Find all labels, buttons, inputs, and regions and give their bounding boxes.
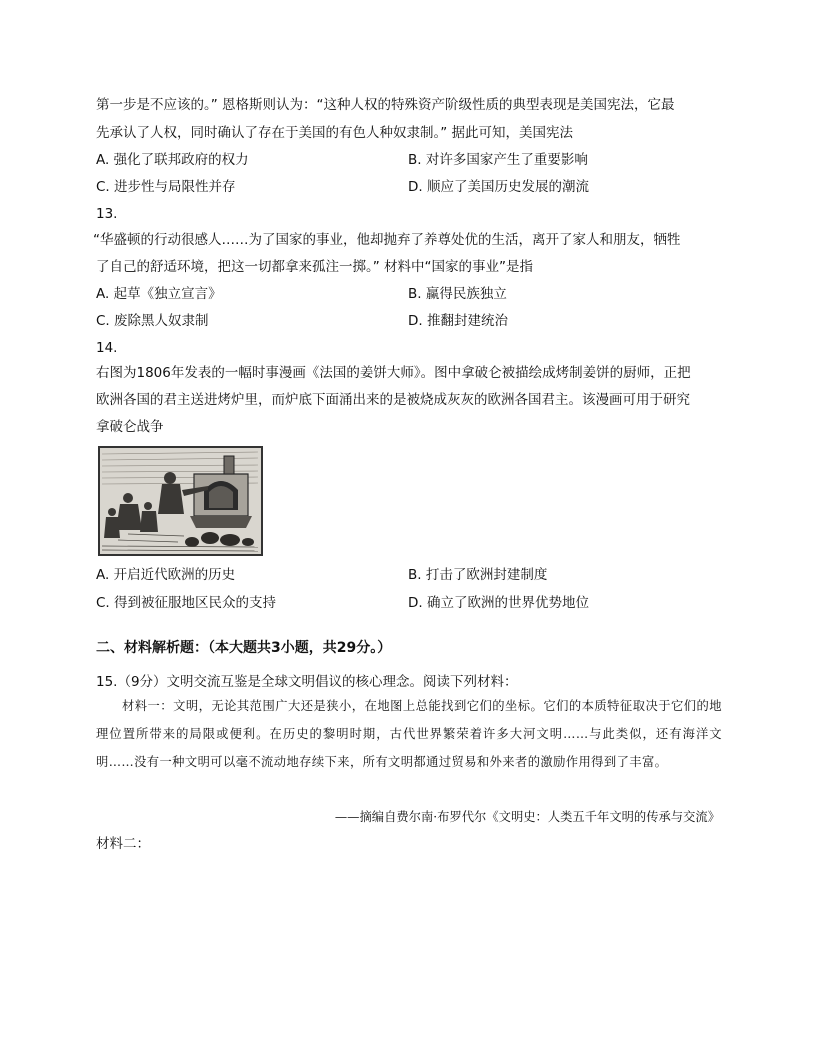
napoleon-gingerbread-cartoon-image	[98, 446, 263, 556]
q12-option-b: B. 对许多国家产生了重要影响	[408, 152, 588, 168]
q14-option-a: A. 开启近代欧洲的历史	[96, 567, 236, 583]
q14-number: 14.	[96, 340, 118, 356]
q12-stem-line-2: 先承认了人权，同时确认了存在于美国的有色人种奴隶制。” 据此可知，美国宪法	[96, 125, 574, 141]
section-2-heading: 二、材料解析题：（本大题共3小题，共29分。）	[96, 640, 392, 656]
q15-material-2-label: 材料二：	[96, 836, 150, 852]
q13-stem-line-2: 了自己的舒适环境，把这一切都拿来孤注一掷。” 材料中“国家的事业”是指	[96, 259, 534, 275]
q13-number: 13.	[96, 206, 118, 222]
q13-option-c: C. 废除黑人奴隶制	[96, 313, 209, 329]
q12-option-c: C. 进步性与局限性并存	[96, 179, 236, 195]
q14-stem-line-3: 拿破仑战争	[96, 419, 164, 435]
q14-option-d: D. 确立了欧洲的世界优势地位	[408, 595, 589, 611]
q13-option-d: D. 推翻封建统治	[408, 313, 508, 329]
q15-stem: 15.（9分）文明交流互鉴是全球文明倡议的核心理念。阅读下列材料：	[96, 674, 518, 690]
q14-stem-line-2: 欧洲各国的君主送进烤炉里，而炉底下面涌出来的是被烧成灰灰的欧洲各国君主。该漫画可用于研究	[96, 392, 690, 408]
q12-stem-line-1: 第一步是不应该的。” 恩格斯则认为：“这种人权的特殊资产阶级性质的典型表现是美国宪法，它最	[96, 97, 675, 113]
q15-material-1-source: ——摘编自费尔南·布罗代尔《文明史：人类五千年文明的传承与交流》	[334, 810, 720, 824]
q15-material-1: 材料一：文明，无论其范围广大还是狭小，在地图上总能找到它们的坐标。它们的本质特征取决于它们的地理位置所带来的局限或便利。在历史的黎明时期，古代世界繁荣着许多大河文明……与此类似，还有海洋文明……没有一种文明可以毫不流动地存续下来，所有文明都通过贸易和外来者的激励作用得到了丰富。	[96, 699, 722, 769]
q14-stem-line-1: 右图为1806年发表的一幅时事漫画《法国的姜饼大师》。图中拿破仑被描绘成烤制姜饼的厨师，正把	[96, 365, 691, 381]
q14-option-b: B. 打击了欧洲封建制度	[408, 567, 548, 583]
q13-option-a: A. 起草《独立宣言》	[96, 286, 222, 302]
q12-option-a: A. 强化了联邦政府的权力	[96, 152, 249, 168]
q12-option-d: D. 顺应了美国历史发展的潮流	[408, 179, 589, 195]
q13-option-b: B. 赢得民族独立	[408, 286, 507, 302]
q14-option-c: C. 得到被征服地区民众的支持	[96, 595, 277, 611]
q13-stem-line-1: “华盛顿的行动很感人……为了国家的事业，他却抛弃了养尊处优的生活，离开了家人和朋友，牺牲	[93, 232, 681, 248]
